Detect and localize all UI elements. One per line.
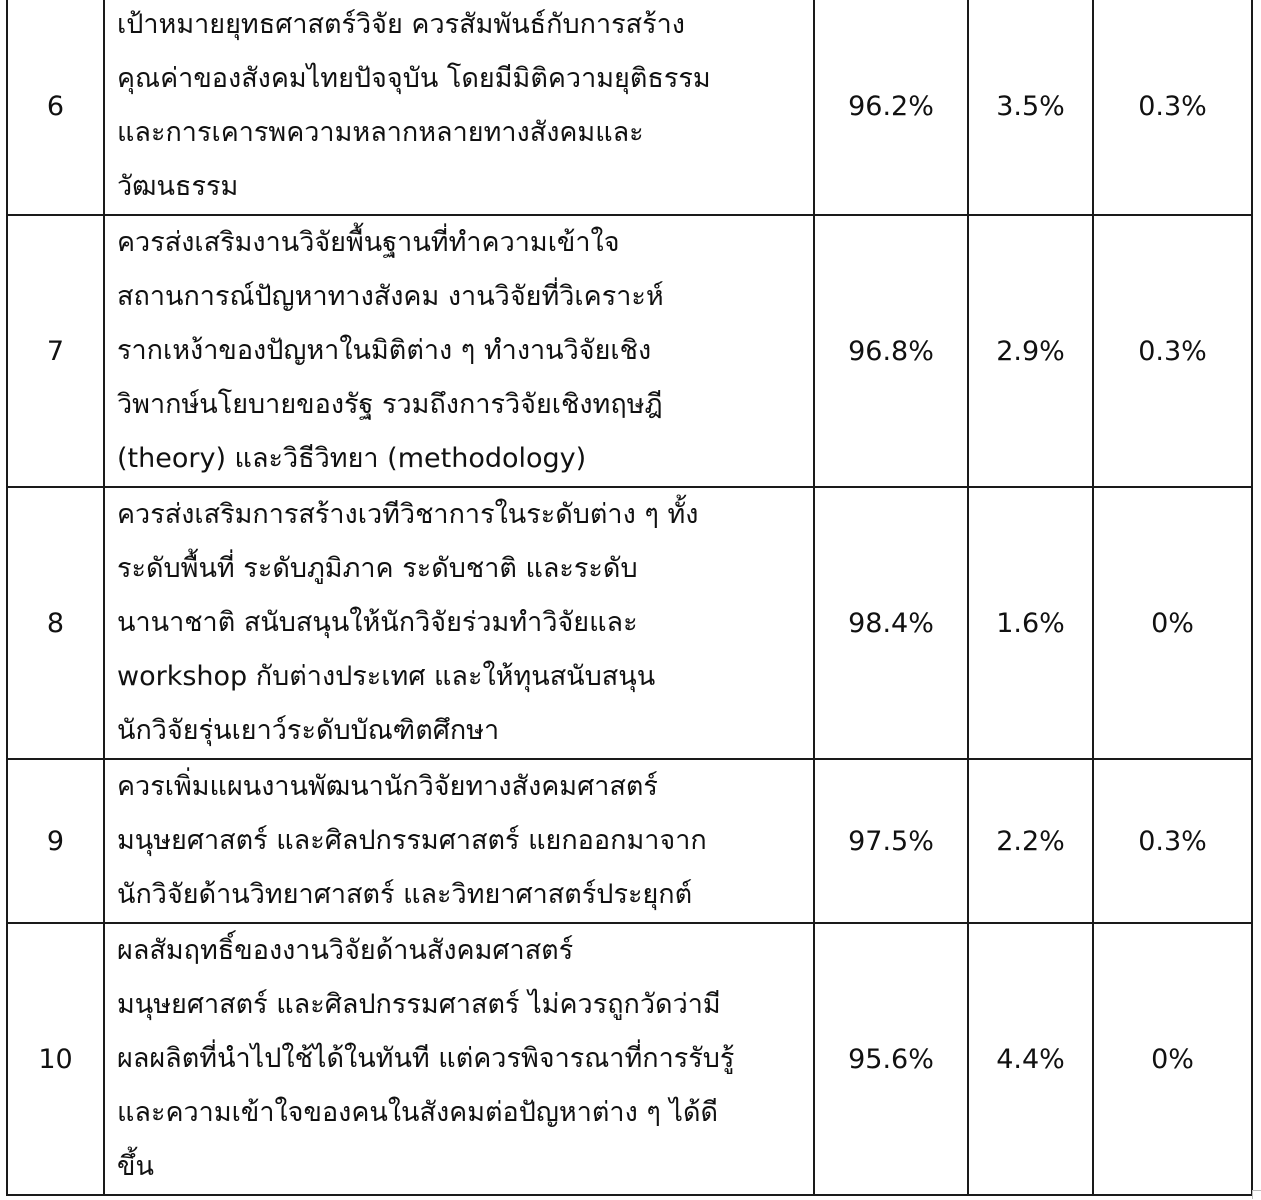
row-description (104, 923, 814, 1195)
row-description (104, 487, 814, 759)
row-number: 9 (7, 759, 104, 923)
description-line: วิพากษ์นโยบายของรัฐ รวมถึงการวิจัยเชิงทฤษฎี (117, 389, 663, 420)
description-line: ควรเพิ่มแผนงานพัฒนานักวิจัยทางสังคมศาสตร์ (117, 771, 658, 802)
description-line: workshop กับต่างประเทศ และให้ทุนสนับสนุน (117, 661, 656, 692)
neutral-percentage: 4.4% (968, 923, 1093, 1195)
description-line: นานาชาติ สนับสนุนให้นักวิจัยร่วมทำวิจัยและ (117, 607, 638, 638)
page-corner-mark (1252, 1190, 1261, 1199)
neutral-percentage: 3.5% (968, 0, 1093, 215)
agree-percentage: 97.5% (814, 759, 968, 923)
row-number: 8 (7, 487, 104, 759)
description-line: ขึ้น (117, 1151, 154, 1182)
row-number: 6 (7, 0, 104, 215)
row-description (104, 759, 814, 923)
description-line: มนุษยศาสตร์ และศิลปกรรมศาสตร์ ไม่ควรถูกวัดว่ามี (117, 989, 721, 1020)
disagree-percentage: 0% (1093, 487, 1252, 759)
neutral-percentage: 2.2% (968, 759, 1093, 923)
table-row (7, 923, 1252, 1195)
description-line: เป้าหมายยุทธศาสตร์วิจัย ควรสัมพันธ์กับการสร้าง (117, 9, 685, 40)
description-line: วัฒนธรรม (117, 171, 239, 202)
neutral-percentage: 2.9% (968, 215, 1093, 487)
description-line: รากเหง้าของปัญหาในมิติต่าง ๆ ทำงานวิจัยเชิง (117, 335, 652, 366)
description-line: สถานการณ์ปัญหาทางสังคม งานวิจัยที่วิเคราะห์ (117, 281, 664, 312)
agree-percentage: 96.8% (814, 215, 968, 487)
description-line: นักวิจัยด้านวิทยาศาสตร์ และวิทยาศาสตร์ประยุกต์ (117, 879, 693, 910)
description-line: ควรส่งเสริมงานวิจัยพื้นฐานที่ทำความเข้าใจ (117, 227, 620, 258)
agree-percentage: 96.2% (814, 0, 968, 215)
description-line: และการเคารพความหลากหลายทางสังคมและ (117, 117, 644, 148)
disagree-percentage: 0% (1093, 923, 1252, 1195)
description-line: ระดับพื้นที่ ระดับภูมิภาค ระดับชาติ และระดับ (117, 553, 638, 584)
description-line: (theory) และวิธีวิทยา (methodology) (117, 443, 587, 474)
description-line: และความเข้าใจของคนในสังคมต่อปัญหาต่าง ๆ ได้ดี (117, 1097, 719, 1128)
disagree-percentage: 0.3% (1093, 759, 1252, 923)
disagree-percentage: 0.3% (1093, 0, 1252, 215)
description-line: นักวิจัยรุ่นเยาว์ระดับบัณฑิตศึกษา (117, 715, 500, 746)
disagree-percentage: 0.3% (1093, 215, 1252, 487)
survey-results-table (6, 0, 1253, 1196)
row-number: 7 (7, 215, 104, 487)
agree-percentage: 98.4% (814, 487, 968, 759)
row-number: 10 (7, 923, 104, 1195)
agree-percentage: 95.6% (814, 923, 968, 1195)
description-line: ผลผลิตที่นำไปใช้ได้ในทันที แต่ควรพิจารณาที่การรับรู้ (117, 1043, 735, 1074)
table-row (7, 487, 1252, 759)
row-description (104, 215, 814, 487)
description-line: ผลสัมฤทธิ์ของงานวิจัยด้านสังคมศาสตร์ (117, 935, 574, 966)
description-line: มนุษยศาสตร์ และศิลปกรรมศาสตร์ แยกออกมาจาก (117, 825, 707, 856)
neutral-percentage: 1.6% (968, 487, 1093, 759)
description-line: คุณค่าของสังคมไทยปัจจุบัน โดยมีมิติความยุติธรรม (117, 63, 711, 94)
table-row (7, 215, 1252, 487)
row-description (104, 0, 814, 215)
table-row (7, 759, 1252, 923)
table-row (7, 0, 1252, 215)
description-line: ควรส่งเสริมการสร้างเวทีวิชาการในระดับต่าง ๆ ทั้ง (117, 499, 699, 530)
